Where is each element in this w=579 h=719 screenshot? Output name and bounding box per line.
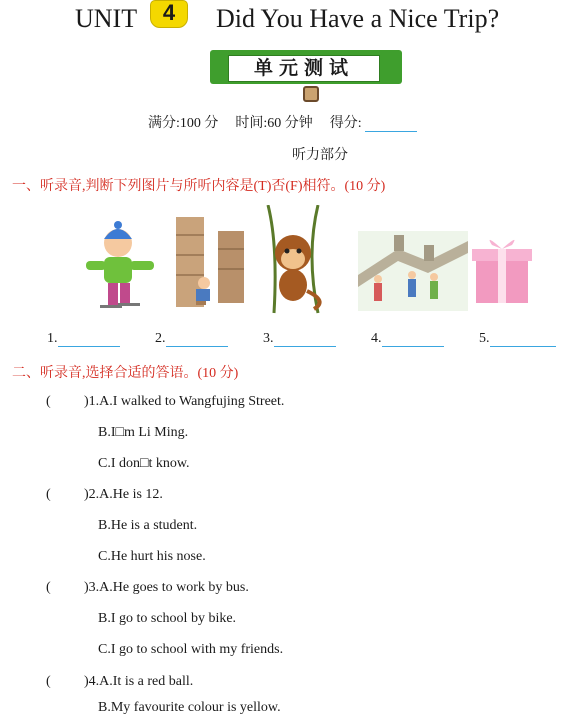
answer-2: 2. [155,331,228,347]
skater-image [86,221,154,308]
q2-option-a: )2.A.He is 12. [84,487,163,502]
banner-label: 单元测试 [228,55,380,82]
clip-icon [303,86,319,102]
score-label: 得分: [329,116,362,131]
answer-2-blank[interactable] [166,332,228,347]
unit-test-banner [210,46,406,92]
q1-option-a: )1.A.I walked to Wangfujing Street. [84,394,285,409]
monkey-image [268,205,320,313]
q2-paren[interactable]: ( [46,487,51,502]
answer-3: 3. [263,331,336,347]
score-info [148,112,417,132]
unit-label: UNIT [75,4,138,33]
answer-5: 5. [479,331,556,347]
q1-option-b: B.I□m Li Ming. [98,425,189,440]
answer-5-blank[interactable] [490,332,556,347]
page-title: Did You Have a Nice Trip? [216,4,500,33]
q2-option-b: B.He is a student. [98,518,198,533]
answer-1: 1. [47,331,120,347]
score-blank[interactable] [365,117,417,132]
q4-option-a: )4.A.It is a red ball. [84,674,194,689]
answer-3-blank[interactable] [274,332,336,347]
unit-number-badge: 4 [150,0,188,28]
section-title: 听力部分 [292,148,348,163]
part1-heading: 一、听录音,判断下列图片与所听内容是(T)否(F)相符。(10 分) [12,179,386,194]
great-wall-image [358,231,468,311]
q3-option-a: )3.A.He goes to work by bus. [84,580,249,595]
q4-paren[interactable]: ( [46,674,51,689]
time-limit: 时间:60 分钟 [235,116,313,131]
q1-paren[interactable]: ( [46,394,51,409]
q2-option-c: C.He hurt his nose. [98,549,206,564]
gift-box-image [472,240,532,303]
part2-heading: 二、听录音,选择合适的答语。(10 分) [12,366,239,381]
answer-1-blank[interactable] [58,332,120,347]
q3-option-c: C.I go to school with my friends. [98,642,284,657]
answer-4-blank[interactable] [382,332,444,347]
q1-option-c: C.I don□t know. [98,456,190,471]
picture-strip [78,205,538,315]
picture-row [78,205,538,315]
broken-bricks-image [176,217,244,307]
answer-4: 4. [371,331,444,347]
q3-paren[interactable]: ( [46,580,51,595]
q4-option-b: B.My favourite colour is yellow. [98,700,281,715]
q3-option-b: B.I go to school by bike. [98,611,237,626]
full-marks: 满分:100 分 [148,116,219,131]
